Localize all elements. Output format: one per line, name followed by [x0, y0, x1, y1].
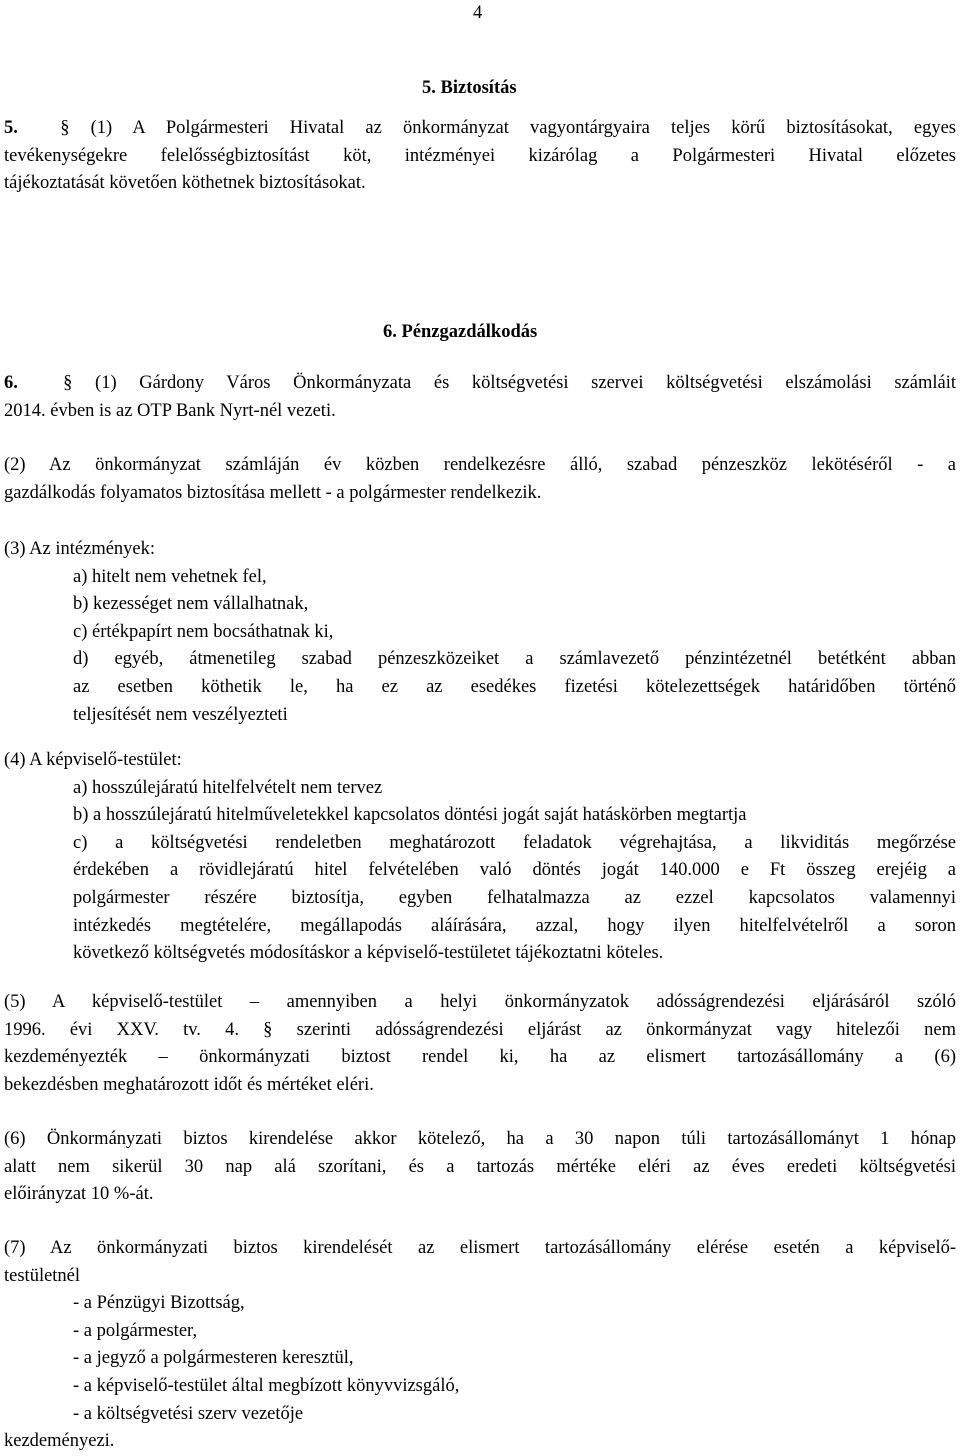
list-item: b) kezességet nem vállalhatnak, — [73, 594, 309, 615]
list-item: d) egyéb, átmenetileg szabad pénzeszközeiket a számlavezető pénzintézetnél betétként abban — [73, 649, 956, 670]
list-item: polgármester részére biztosítja, egyben felhatalmazza az ezzel kapcsolatos valamennyi — [73, 887, 956, 908]
list-item: c) a költségvetési rendeletben meghatározott feladatok végrehajtása, a likviditás megőrzése — [73, 832, 956, 853]
section-6-p3 — [4, 536, 956, 729]
text-line: alatt nem sikerül 30 nap alá szorítani, és a tartozás mértéke eléri az éves eredeti költségvetési — [4, 1156, 956, 1177]
list-item: b) a hosszúlejáratú hitelműveletekkel kapcsolatos döntési jogát saját hatáskörben megtartja — [73, 805, 747, 826]
section-6-p4 — [4, 747, 956, 968]
text-line: § (1) Gárdony Város Önkormányzata és költségvetési szervei költségvetési elszámolási számláit — [63, 373, 956, 393]
text-line: (4) A képviselő-testület: — [4, 750, 182, 770]
section-6-p2 — [4, 452, 956, 507]
text-line: testületnél — [4, 1265, 81, 1286]
text-line: 1996. évi XXV. tv. 4. § szerinti adósságrendezési eljárást az önkormányzat vagy hitelezői nem — [4, 1019, 956, 1040]
text-line: (6) Önkormányzati biztos kirendelése akkor kötelező, ha a 30 napon túli tartozásállományt 1 hónap — [4, 1129, 956, 1149]
text-line: (3) Az intézmények: — [4, 539, 156, 559]
list-item: teljesítését nem veszélyezteti — [73, 704, 288, 725]
section-5-paragraph — [4, 115, 956, 198]
list-item: a) hosszúlejáratú hitelfelvételt nem tervez — [73, 777, 383, 798]
text-line: kezdeményezték – önkormányzati biztost rendel ki, ha az elismert tartozásállomány a (6) — [4, 1047, 956, 1068]
paragraph-number: 5. — [4, 118, 18, 138]
list-item: a) hitelt nem vehetnek fel, — [73, 566, 267, 587]
section-6-p7 — [4, 1235, 956, 1456]
list-item: intézkedés megtételére, megállapodás aláírására, azzal, hogy ilyen hitelfelvételről a soron — [73, 915, 956, 936]
text-line: előirányzat 10 %-át. — [4, 1184, 154, 1205]
text-line: § (1) A Polgármesteri Hivatal az önkormányzat vagyontárgyaira teljes körű biztosításokat, egyes — [60, 118, 956, 138]
list-item: következő költségvetés módosításkor a képviselő-testületet tájékoztatni köteles. — [73, 943, 664, 964]
list-item: - a Pénzügyi Bizottság, — [73, 1293, 245, 1314]
text-line: (5) A képviselő-testület – amennyiben a helyi önkormányzatok adósságrendezési eljárásáról szóló — [4, 992, 956, 1012]
text-line: tájékoztatását követően köthetnek biztosításokat. — [4, 173, 366, 194]
page-number: 4 — [473, 3, 483, 23]
list-item: - a képviselő-testület által megbízott könyvvizsgáló, — [73, 1375, 460, 1396]
list-item: - a jegyző a polgármesteren keresztül, — [73, 1348, 354, 1369]
list-item: c) értékpapírt nem bocsáthatnak ki, — [73, 621, 334, 642]
list-item: érdekében a rövidlejáratú hitel felvételében való döntés jogát 140.000 e Ft összeg erejéig a — [73, 860, 956, 881]
text-line: gazdálkodás folyamatos biztosítása mellett - a polgármester rendelkezik. — [4, 482, 542, 503]
text-line: kezdeményezi. — [4, 1431, 115, 1452]
text-line: (2) Az önkormányzat számláján év közben rendelkezésre álló, szabad pénzeszköz lekötéséről - a — [4, 455, 956, 475]
section-6-p5 — [4, 989, 956, 1099]
paragraph-number: 6. — [4, 373, 18, 393]
section-6-p1 — [4, 370, 956, 425]
list-item: - a polgármester, — [73, 1320, 198, 1341]
section-6-p6 — [4, 1126, 956, 1209]
section-5-heading: 5. Biztosítás — [422, 78, 517, 98]
section-6-heading: 6. Pénzgazdálkodás — [383, 322, 538, 342]
list-item: - a költségvetési szerv vezetője — [73, 1403, 304, 1424]
text-line: (7) Az önkormányzati biztos kirendelését az elismert tartozásállomány elérése esetén a képviselő- — [4, 1238, 956, 1258]
list-item: az esetben köthetik le, ha ez az esedékes fizetési kötelezettségek határidőben történő — [73, 676, 956, 697]
text-line: bekezdésben meghatározott időt és mértéket eléri. — [4, 1074, 374, 1095]
text-line: 2014. évben is az OTP Bank Nyrt-nél vezeti. — [4, 400, 336, 421]
text-line: tevékenységekre felelősségbiztosítást köt, intézményei kizárólag a Polgármesteri Hivatal előzetes — [4, 145, 956, 166]
